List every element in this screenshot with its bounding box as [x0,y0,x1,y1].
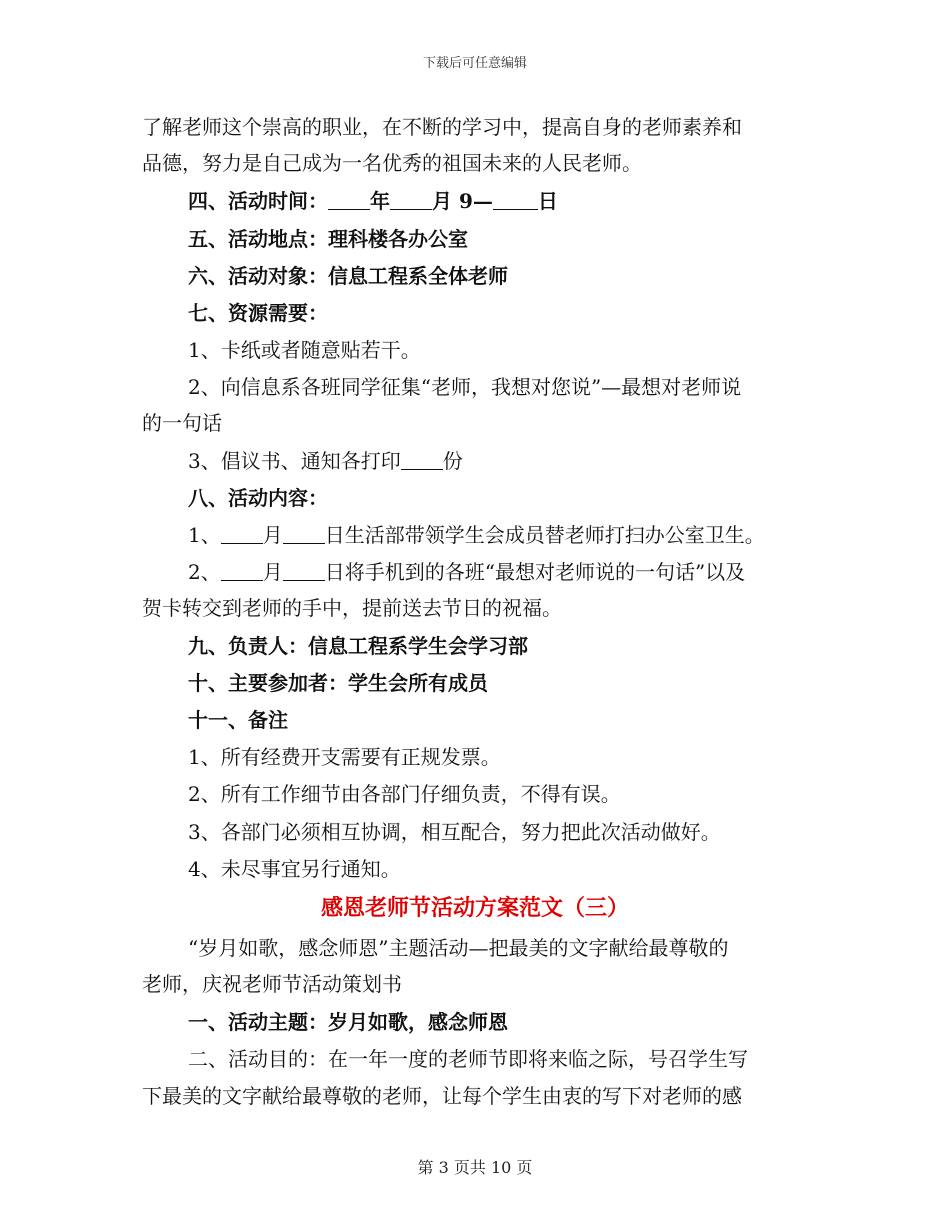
res3-suffix: 份 [442,449,463,473]
activity-time [188,187,558,215]
blank-field [221,523,263,544]
blank-field [390,189,432,210]
c2-month: 月 [262,560,283,584]
section-title: 感恩老师节活动方案范文（三） [320,895,629,921]
c2-text: 日将手机到的各班“最想对老师说的一句话”以及 [324,560,746,584]
activity-place: 五、活动地点：理科楼各办公室 [188,227,468,251]
blank-field [401,449,443,470]
res3-text: 3、倡议书、通知各打印 [188,449,401,473]
content-heading: 八、活动内容： [188,486,328,510]
blank-field [283,560,325,581]
c1-month: 月 [262,523,283,547]
paragraph-line: “岁月如歌，感念师恩”主题活动—把最美的文字献给最尊敬的 [188,936,729,960]
page-header: 下载后可任意编辑 [422,56,527,71]
notes-heading: 十一、备注 [188,708,288,732]
c2-prefix: 2、 [188,560,221,584]
owner: 九、负责人：信息工程系学生会学习部 [188,634,528,658]
resources-heading: 七、资源需要： [188,301,328,325]
time-day: 日 [537,189,558,213]
blank-field [328,189,370,210]
resource-item: 1、卡纸或者随意贴若干。 [188,338,421,362]
resource-item-cont: 的一句话 [142,411,222,435]
activity-target: 六、活动对象：信息工程系全体老师 [188,264,508,288]
note-item: 3、各部门必须相互协调，相互配合，努力把此次活动做好。 [188,820,721,844]
content-item-cont: 贺卡转交到老师的手中，提前送去节日的祝福。 [142,596,562,620]
page-footer: 第 3 页共 10 页 [417,1158,533,1177]
note-item: 2、所有工作细节由各部门仔细负责，不得有误。 [188,782,621,806]
blank-field [493,189,538,210]
time-label: 四、活动时间： [188,189,328,213]
c1-prefix: 1、 [188,523,221,547]
content-item [188,558,745,586]
c1-text: 日生活部带领学生会成员替老师打扫办公室卫生。 [324,523,765,547]
paragraph-line: 了解老师这个崇高的职业，在不断的学习中，提高自身的老师素养和 [142,115,742,139]
paragraph-line: 下最美的文字献给最尊敬的老师，让每个学生由衷的写下对老师的感 [142,1084,742,1108]
blank-field [221,560,263,581]
blank-field [283,523,325,544]
note-item: 1、所有经费开支需要有正规发票。 [188,745,501,769]
time-year: 年 [370,189,390,213]
paragraph-line: 二、活动目的：在一年一度的老师节即将来临之际，号召学生写 [188,1047,748,1071]
resource-item [188,447,463,475]
participants: 十、主要参加者：学生会所有成员 [188,671,488,695]
resource-item: 2、向信息系各班同学征集“老师，我想对您说”—最想对老师说 [188,375,742,399]
content-item [188,521,765,549]
note-item: 4、未尽事宜另行通知。 [188,857,401,881]
paragraph-line: 老师，庆祝老师节活动策划书 [142,972,402,996]
time-month: 月 9— [432,189,493,213]
theme: 一、活动主题：岁月如歌，感念师恩 [188,1010,508,1034]
paragraph-line: 品德，努力是自己成为一名优秀的祖国未来的人民老师。 [142,151,642,175]
